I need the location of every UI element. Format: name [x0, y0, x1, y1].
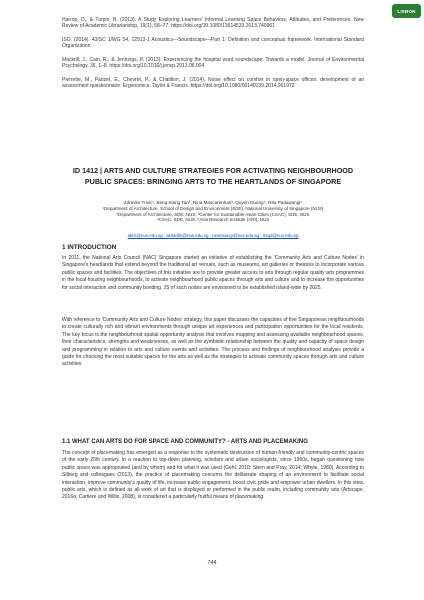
- subsection-heading: 1.1 WHAT CAN ARTS DO FOR SPACE AND COMMUNITY? - ARTS AND PLACEMAKING: [62, 439, 308, 445]
- section-heading: 1 INTRODUCTION: [62, 244, 117, 251]
- affiliation-line: ⁴CSAC, SDE, NUS; ⁵Asia Research Institute (ARI), NUS: [156, 217, 270, 223]
- reference-item: ISO. (2014). 43/SC 1/WG 54, 12913-1 Acoustics—Soundscape—Part 1: Definition and conceptual framework. International Standard Organization.: [62, 37, 364, 50]
- reference-item: Pierrette, M., Parizet, E., Chevret, P., & Chatillon, J. (2014). Noise effect on comfort in open-space offices: development of an assessment questionnaire. Ergonomics. Taylor & Francis. https://doi.org/10.1080/00140139.2014.961972: [62, 77, 364, 90]
- body-paragraph: With reference to 'Community Arts and Culture Nodes' strategy, this paper discusses the capacities of five Singaporean neighbourhoods to create culturally rich and vibrant environments through unique art experiences and participation opportunities for the local residents. The key focus is the neighbourhood spatial opportunity analysis that involves mapping and assessing available neighbourhood spaces, their characteristics, strengths and weaknesses, as well as the symbiotic relationship between the quality and capacity of space design and programming in relation to arts and culture events and activities. The process and findings of neighbourhood analysis provide a guide for choosing the most suitable spaces for the arts as well as the strategies to activate community spaces through arts and culture activities.: [62, 317, 364, 368]
- affiliation-line: ²Department of Architecture, SDE, NUS; ³Center for Sustainable Asian Cities (CSAC), SDE, NUS: [116, 211, 310, 217]
- reference-item: Mackrill, J., Cain, R., & Jennings, P. (2013). Experiencing the hospital ward soundscape: Towards a model. Journal of Environmental Psychology, 36, 1–8. https://doi.org/10.1016/j.jenvp.2013.06.004: [62, 57, 364, 70]
- body-paragraph: In 2011, the National Arts Council (NAC) Singapore started an initiative of establishing the 'Community Arts and Culture Nodes' in Singapore's heartlands that extend beyond the traditional art venues, such as museums, art galleries or theatres to incorporate various public spaces and facilities. The objectives of this initiative are to provide greater access to arts through regular quality arts programmes in the local housing neighbourhoods, to activate neighbourhood public spaces through arts and culture and to increase the opportunities for social interaction and community bonding. 25 of such nodes are envisioned to be established island-wide by 2025.: [62, 255, 364, 291]
- logo-text: LISBON: [397, 8, 416, 14]
- reference-item: Harrop, D., & Turpin, B. (2013). A Study Exploring Learners' Informal Learning Space Behaviors, Attitudes, and Preferences. New Review of Academic Librarianship, 19(1), 58–77. https://doi.org/10.1080/13614533.2013.740961: [62, 17, 364, 30]
- reference-list: [62, 17, 364, 90]
- page-number: 744: [207, 560, 217, 566]
- conference-logo: [392, 4, 421, 18]
- author-emails[interactable]: akizt@nus.edu.sg ; akitanbk@nus.edu.sg ; ninamascy@nus.edu.sg ; rtsqd@nus.edu.sg: [127, 233, 299, 238]
- body-paragraph: The concept of placemaking has emerged as a response to the systematic destruction of human-friendly and community-centric spaces of the early 20th century. In a reaction to top-down planning, scholars and urban sociologists, since 1960s, began questioning how public space was appropriated (and by whom) and for what it was used (Gehl, 2010; Stern and Pray, 2014; Whyte, 1980). According to Silberg and colleagues (2013), the practice of placemaking concerns the deliberate shaping of an environment to facilitate social interaction, improve community's quality of life, increase public engagement, boost civic pride and empower urban dwellers. In this view, public arts, which is defined as all work of art that is displayed or performed in the public realm, including community arts (Artscape, 2016a; Cartiere and Willis, 2008), is considered a particularly fruitful means of placemaking.: [62, 450, 364, 501]
- author-list: Zdravko Trivic¹, Beng Kiang Tan², Nina Mascarenhas³, Quyen Duong⁴, Rita Padawangi⁵: [123, 200, 303, 205]
- affiliations: [62, 206, 364, 223]
- affiliation-line: ¹Department of Architecture, School of Design and Environment (SDE), National University of Singapore (NUS): [102, 206, 324, 211]
- paper-title: ID 1412 | ARTS AND CULTURE STRATEGIES FOR ACTIVATING NEIGHBOURHOOD PUBLIC SPACES: BRINGING ARTS TO THE HEARTLANDS OF SINGAPORE: [72, 166, 354, 187]
